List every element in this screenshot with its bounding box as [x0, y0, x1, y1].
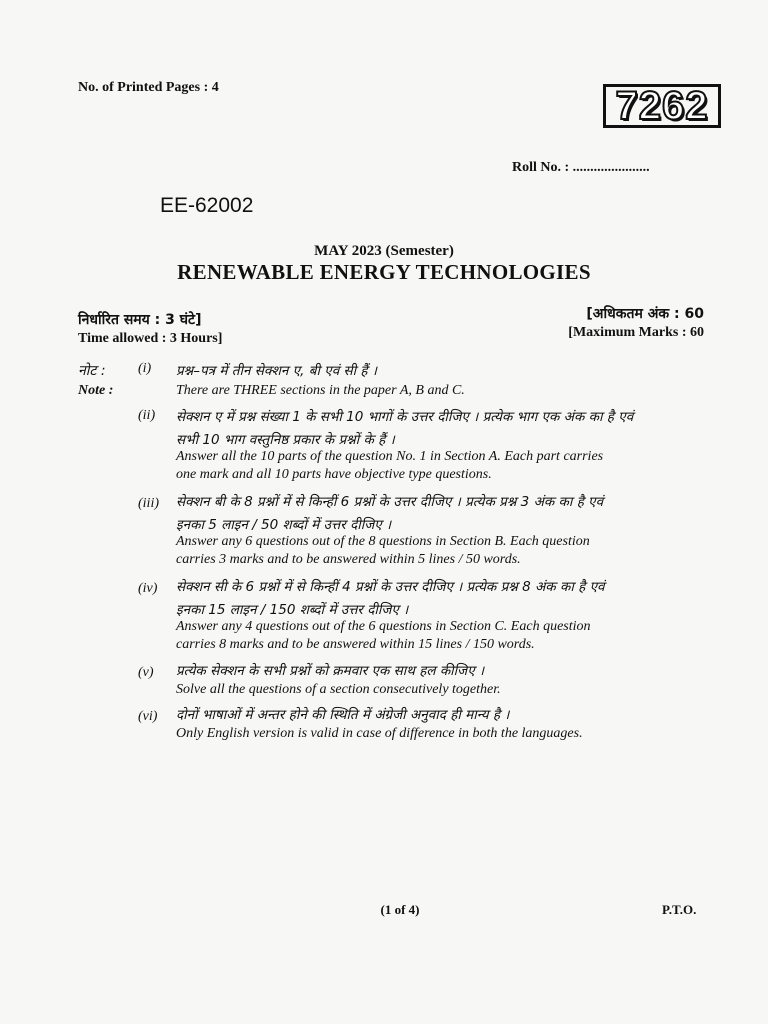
- maximum-marks-hindi: [अधिकतम अंक : 60: [586, 306, 704, 322]
- page-number: (1 of 4): [380, 902, 420, 917]
- subject-code: EE-62002: [160, 194, 254, 217]
- note-item-english: Only English version is valid in case of difference in both the languages.: [176, 726, 583, 741]
- note-item-hindi: इनका 15 लाइन / 150 शब्दों में उत्तर दीजिए ।: [176, 602, 409, 618]
- time-allowed-english: Time allowed : 3 Hours]: [78, 331, 223, 346]
- paper-code-box: 7262: [603, 84, 721, 128]
- note-item-number: (i): [138, 361, 152, 376]
- note-item-english: Answer any 4 questions out of the 6 questions in Section C. Each question: [176, 619, 591, 634]
- printed-pages-count: No. of Printed Pages : 4: [78, 80, 219, 95]
- note-item-number: (ii): [138, 408, 156, 423]
- note-item-english: Answer any 6 questions out of the 8 questions in Section B. Each question: [176, 534, 590, 549]
- note-item-english: Answer all the 10 parts of the question No. 1 in Section A. Each part carries: [176, 449, 604, 464]
- roll-number-field: Roll No. : ......................: [512, 160, 650, 175]
- note-item-english: one mark and all 10 parts have objective type questions.: [176, 467, 492, 482]
- note-item-hindi: सेक्शन बी के 8 प्रश्नों में से किन्हीं 6 प्रश्नों के उत्तर दीजिए । प्रत्येक प्रश्न 3 अंक का है एवं: [176, 494, 604, 510]
- time-allowed-hindi: निर्धारित समय : 3 घंटे]: [78, 312, 202, 328]
- please-turn-over: P.T.O.: [662, 902, 697, 917]
- note-item-english: Solve all the questions of a section consecutively together.: [176, 682, 501, 697]
- note-item-hindi: सेक्शन ए में प्रश्न संख्या 1 के सभी 10 भागों के उत्तर दीजिए । प्रत्येक भाग एक अंक का है एवं: [176, 409, 634, 425]
- note-item-hindi: प्रश्न–पत्र में तीन सेक्शन ए, बी एवं सी हैं ।: [176, 363, 377, 379]
- note-item-hindi: प्रत्येक सेक्शन के सभी प्रश्नों को क्रमवार एक साथ हल कीजिए ।: [176, 663, 485, 679]
- note-item-number: (iii): [138, 496, 159, 511]
- exam-title: RENEWABLE ENERGY TECHNOLOGIES: [177, 260, 591, 284]
- note-label-hindi: नोट :: [78, 363, 106, 379]
- note-item-english: carries 8 marks and to be answered within 15 lines / 150 words.: [176, 637, 535, 652]
- note-item-english: carries 3 marks and to be answered within 5 lines / 50 words.: [176, 552, 521, 567]
- note-item-hindi: दोनों भाषाओं में अन्तर होने की स्थिति में अंग्रेजी अनुवाद ही मान्य है ।: [176, 707, 510, 723]
- maximum-marks-english: [Maximum Marks : 60: [568, 325, 704, 340]
- note-item-number: (vi): [138, 709, 158, 724]
- note-item-number: (iv): [138, 581, 158, 596]
- note-item-number: (v): [138, 665, 154, 680]
- note-item-hindi: इनका 5 लाइन / 50 शब्दों में उत्तर दीजिए ।: [176, 517, 392, 533]
- note-item-hindi: सभी 10 भाग वस्तुनिष्ठ प्रकार के प्रश्नों के हैं ।: [176, 432, 395, 448]
- note-item-english: There are THREE sections in the paper A, B and C.: [176, 383, 465, 398]
- note-label-english: Note :: [78, 383, 114, 398]
- note-item-hindi: सेक्शन सी के 6 प्रश्नों में से किन्हीं 4 प्रश्नों के उत्तर दीजिए । प्रत्येक प्रश्न 8 अंक का है एवं: [176, 579, 605, 595]
- exam-session: MAY 2023 (Semester): [314, 243, 454, 259]
